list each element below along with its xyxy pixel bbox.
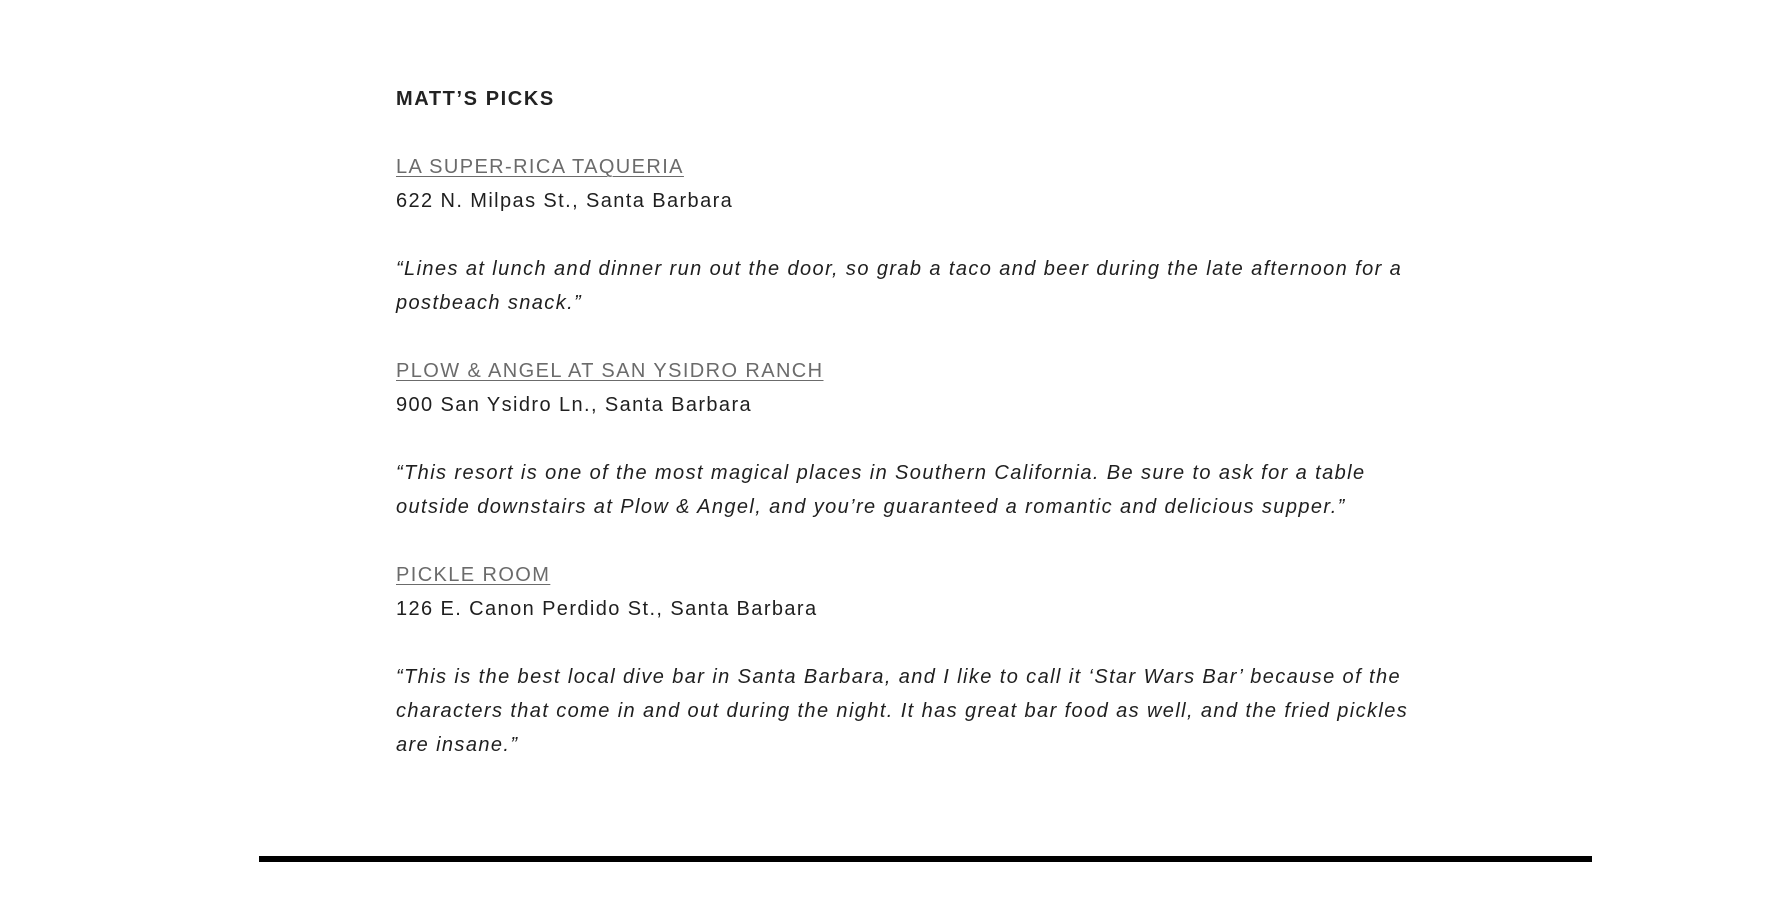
- pick-quote: “This resort is one of the most magical places in Southern California. Be sure to ask for a table outside downstairs at Plow & Angel, and you’re guaranteed a romantic and delicious supper.”: [396, 462, 1366, 518]
- pick-link[interactable]: PLOW & ANGEL AT SAN YSIDRO RANCH: [396, 360, 824, 382]
- pick-quote: “Lines at lunch and dinner run out the door, so grab a taco and beer during the late afternoon for a postbeach snack.”: [396, 258, 1403, 314]
- pick-item: [396, 354, 1436, 524]
- pick-link[interactable]: PICKLE ROOM: [396, 564, 551, 586]
- section-divider: [259, 856, 1592, 862]
- pick-address: 622 N. Milpas St., Santa Barbara: [396, 190, 734, 212]
- pick-address: 126 E. Canon Perdido St., Santa Barbara: [396, 598, 818, 620]
- pick-item: [396, 150, 1436, 320]
- article-body: [396, 82, 1436, 796]
- pick-address: 900 San Ysidro Ln., Santa Barbara: [396, 394, 753, 416]
- pick-quote: “This is the best local dive bar in Santa Barbara, and I like to call it ‘Star Wars Bar’ because of the characters that come in and out during the night. It has great bar food as well, and the fried pickles are insane.”: [396, 666, 1409, 756]
- pick-item: [396, 558, 1436, 762]
- pick-link[interactable]: LA SUPER-RICA TAQUERIA: [396, 156, 684, 178]
- section-title: MATT’S PICKS: [396, 88, 555, 110]
